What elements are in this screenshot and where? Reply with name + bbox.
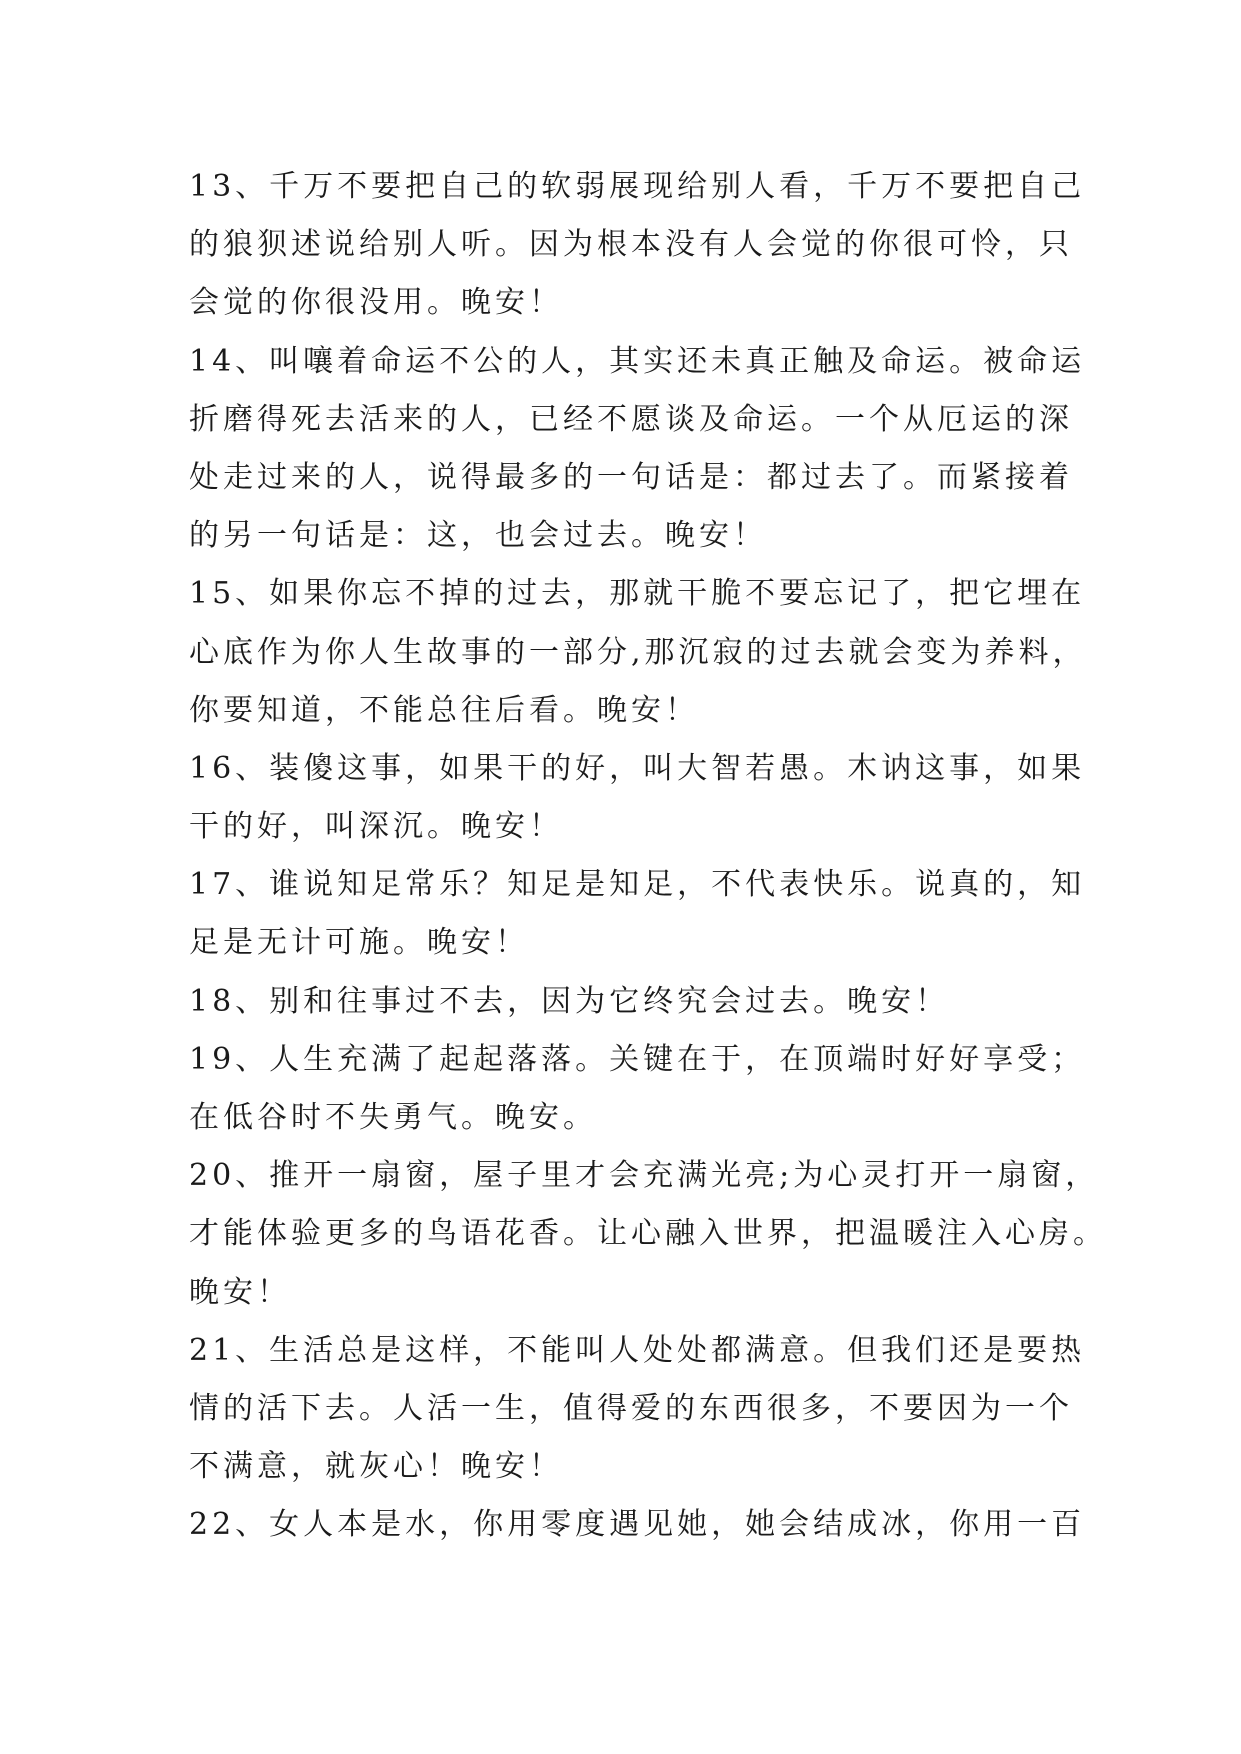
text-line: 的狼狈述说给别人听。因为根本没有人会觉的你很可怜，只 xyxy=(189,227,1073,263)
paragraph-20 xyxy=(189,1147,1107,1322)
text-line: 干的好，叫深沉。晚安！ xyxy=(189,809,563,845)
paragraph-18 xyxy=(189,973,1069,1031)
text-line: 足是无计可施。晚安！ xyxy=(189,925,529,961)
paragraph-22 xyxy=(189,1496,1086,1554)
text-line: 的另一句话是：这，也会过去。晚安！ xyxy=(189,518,767,554)
body-text xyxy=(189,158,1107,1555)
paragraph-17 xyxy=(189,856,1086,972)
text-line: 处走过来的人，说得最多的一句话是：都过去了。而紧接着 xyxy=(189,459,1073,495)
text-line: 17、谁说知足常乐？知足是知足，不代表快乐。说真的，知 xyxy=(189,867,1086,903)
text-line: 心底作为你人生故事的一部分,那沉寂的过去就会变为养料， xyxy=(189,634,1087,670)
text-line: 不满意，就灰心！晚安！ xyxy=(189,1449,563,1485)
paragraph-14 xyxy=(189,333,1086,566)
paragraph-21 xyxy=(189,1322,1086,1497)
text-line: 你要知道，不能总往后看。晚安！ xyxy=(189,692,699,728)
text-line: 在低谷时不失勇气。晚安。 xyxy=(189,1100,597,1135)
text-line: 20、推开一扇窗，屋子里才会充满光亮;为心灵打开一扇窗， xyxy=(189,1158,1100,1194)
text-line: 18、别和往事过不去，因为它终究会过去。晚安！ xyxy=(189,983,950,1019)
text-line: 折磨得死去活来的人，已经不愿谈及命运。一个从厄运的深 xyxy=(189,401,1073,437)
text-line: 会觉的你很没用。晚安！ xyxy=(189,285,563,321)
paragraph-15 xyxy=(189,565,1087,740)
text-line: 13、千万不要把自己的软弱展现给别人看，千万不要把自己 xyxy=(189,169,1086,204)
text-line: 情的活下去。人活一生，值得爱的东西很多，不要因为一个 xyxy=(189,1390,1073,1426)
paragraph-13 xyxy=(189,158,1086,333)
paragraph-16 xyxy=(189,740,1086,856)
text-line: 晚安！ xyxy=(189,1274,291,1310)
text-line: 15、如果你忘不掉的过去，那就干脆不要忘记了，把它埋在 xyxy=(189,576,1086,612)
text-line: 才能体验更多的鸟语花香。让心融入世界，把温暖注入心房。 xyxy=(189,1216,1107,1252)
text-line: 19、人生充满了起起落落。关键在于，在顶端时好好享受； xyxy=(189,1041,1086,1077)
text-line: 22、女人本是水，你用零度遇见她，她会结成冰，你用一百 xyxy=(189,1507,1086,1543)
paragraph-19 xyxy=(189,1031,1086,1147)
text-line: 16、装傻这事，如果干的好，叫大智若愚。木讷这事，如果 xyxy=(189,750,1086,786)
text-line: 14、叫嚷着命运不公的人，其实还未真正触及命运。被命运 xyxy=(189,343,1086,379)
text-line: 21、生活总是这样，不能叫人处处都满意。但我们还是要热 xyxy=(189,1332,1086,1368)
